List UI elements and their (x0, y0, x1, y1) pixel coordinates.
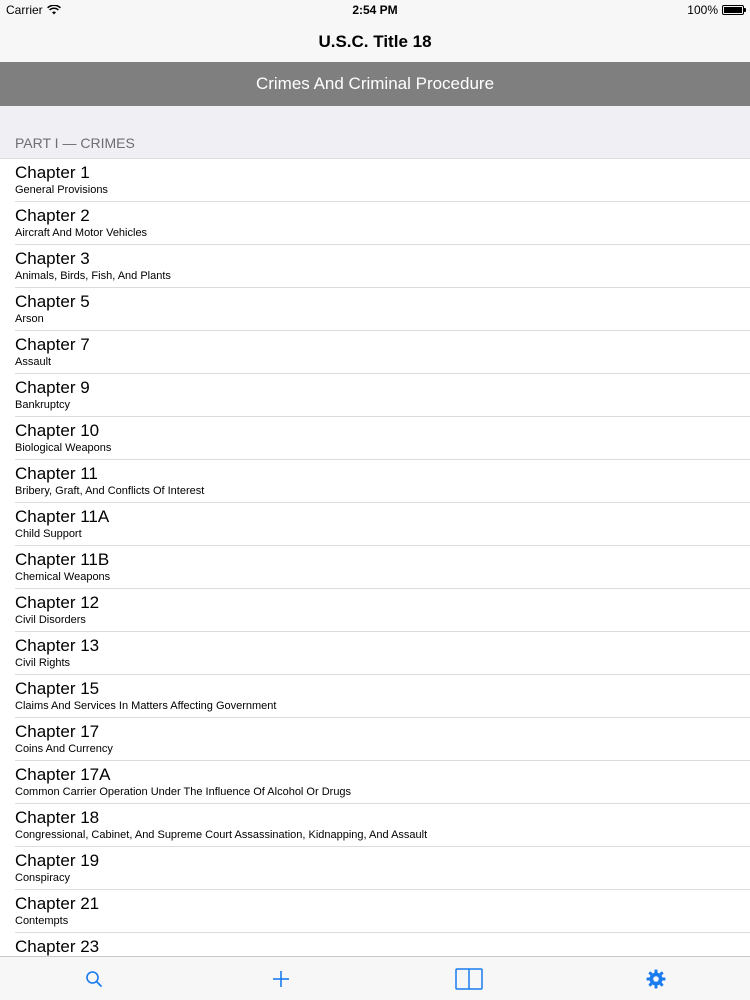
chapter-title: Chapter 12 (15, 593, 100, 612)
list-item[interactable] (0, 546, 750, 589)
chapter-title: Chapter 17 (15, 722, 100, 741)
chapter-subtitle: Claims And Services In Matters Affecting Government (15, 700, 277, 712)
chapter-title: Chapter 17A (15, 765, 111, 784)
chapter-subtitle: Civil Disorders (15, 614, 86, 626)
section-header (0, 106, 750, 159)
chapter-title: Chapter 21 (15, 894, 100, 913)
chapter-title: Chapter 15 (15, 679, 100, 698)
chapter-subtitle: Child Support (15, 528, 82, 540)
book-icon (455, 967, 483, 991)
gear-icon (646, 969, 666, 989)
chapter-title: Chapter 19 (15, 851, 100, 870)
chapter-subtitle: Assault (15, 356, 52, 368)
status-battery (687, 3, 744, 17)
list-item[interactable] (0, 933, 750, 957)
battery-icon (722, 5, 744, 15)
tab-bar (0, 956, 750, 1000)
chapter-subtitle: Bankruptcy (15, 399, 71, 411)
plus-icon (271, 969, 291, 989)
list-item[interactable] (0, 503, 750, 546)
chapter-title: Chapter 3 (15, 249, 90, 268)
status-time: 2:54 PM (352, 3, 398, 17)
section-header-label: PART I — CRIMES (15, 135, 135, 151)
list-item[interactable] (0, 804, 750, 847)
chapter-subtitle: General Provisions (15, 184, 108, 196)
title-banner: Crimes And Criminal Procedure (0, 62, 750, 106)
list-item[interactable] (0, 847, 750, 890)
list-item[interactable] (0, 718, 750, 761)
list-item[interactable] (0, 374, 750, 417)
chapter-title: Chapter 7 (15, 335, 90, 354)
chapter-title: Chapter 23 (15, 937, 100, 956)
chapter-title: Chapter 11A (15, 507, 110, 526)
chapter-subtitle: Biological Weapons (15, 442, 112, 454)
chapter-subtitle: Bribery, Graft, And Conflicts Of Interest (15, 485, 205, 497)
battery-percent: 100% (687, 3, 718, 17)
list-item[interactable] (0, 245, 750, 288)
list-item[interactable] (0, 288, 750, 331)
list-item[interactable] (0, 417, 750, 460)
chapter-subtitle: Conspiracy (15, 872, 71, 884)
chapter-title: Chapter 11 (15, 464, 98, 483)
chapter-title: Chapter 11B (15, 550, 110, 569)
chapter-subtitle: Coins And Currency (15, 743, 113, 755)
search-icon (85, 970, 103, 988)
chapter-title: Chapter 13 (15, 636, 100, 655)
chapter-subtitle: Animals, Birds, Fish, And Plants (15, 270, 171, 282)
chapter-title: Chapter 18 (15, 808, 100, 827)
tab-add[interactable] (251, 959, 311, 999)
list-item[interactable] (0, 460, 750, 503)
chapter-subtitle: Civil Rights (15, 657, 71, 669)
chapter-subtitle: Common Carrier Operation Under The Influence Of Alcohol Or Drugs (15, 786, 352, 798)
chapter-subtitle: Contempts (15, 915, 69, 927)
list-item[interactable] (0, 202, 750, 245)
carrier-label: Carrier (6, 3, 43, 17)
chapter-title: Chapter 9 (15, 378, 90, 397)
list-item[interactable] (0, 675, 750, 718)
status-bar (0, 0, 750, 22)
chapter-subtitle: Aircraft And Motor Vehicles (15, 227, 148, 239)
chapter-title: Chapter 1 (15, 163, 90, 182)
list-item[interactable] (0, 331, 750, 374)
chapter-subtitle: Chemical Weapons (15, 571, 111, 583)
list-item[interactable] (0, 761, 750, 804)
page-title: U.S.C. Title 18 (318, 32, 432, 51)
chapter-subtitle: Arson (15, 313, 44, 325)
tab-bookmarks[interactable] (439, 959, 499, 999)
list-item[interactable] (0, 159, 750, 202)
chapter-title: Chapter 2 (15, 206, 90, 225)
navigation-bar (0, 22, 750, 62)
chapter-title: Chapter 5 (15, 292, 90, 311)
tab-settings[interactable] (626, 959, 686, 999)
list-item[interactable] (0, 890, 750, 933)
chapter-title: Chapter 10 (15, 421, 100, 440)
tab-search[interactable] (64, 959, 124, 999)
list-item[interactable] (0, 632, 750, 675)
chapter-subtitle: Congressional, Cabinet, And Supreme Court Assassination, Kidnapping, And Assault (15, 829, 428, 841)
chapter-list[interactable] (0, 106, 750, 957)
list-item[interactable] (0, 589, 750, 632)
